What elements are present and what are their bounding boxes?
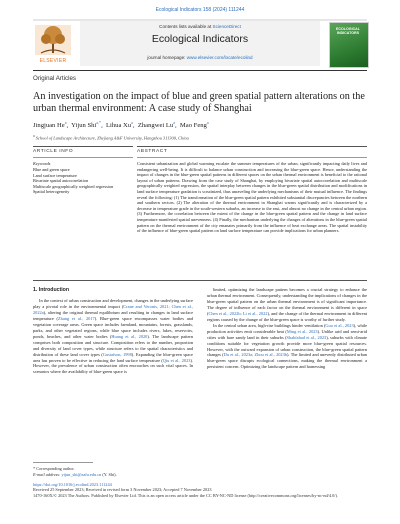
author-name[interactable]: Zhangwei Lu [137,122,174,130]
body-text: ), suburbs with climate conditions suitable for vegetation growth provide more blue-green spatial resources. However, with the outward expansion of urban construction, the blue-green spatial pattern changes ( [207,334,367,358]
elsevier-wordmark: ELSEVIER [39,58,67,64]
body-text: In the context of urban construction and development, changes in the underlying surface play a pivotal role in the environmental impact ( [33,298,193,309]
citation-link[interactable]: Qiu et al., 2023 [162,357,191,363]
body-text: In the central urban area, high-rise buildings hinder ventilation ( [213,322,326,328]
author-name[interactable]: Yijun Shi [71,122,97,130]
body-text: ). However, the prevalence of urban construction often encroaches on such vital spaces. In scenarios where the availability of blue-green space is [33,357,193,375]
article-title: An investigation on the impact of blue and green spatial pattern alterations on the urban thermal environment: A case study of Shanghai [33,91,365,115]
body-column-left [33,298,193,375]
author-list: Jingjuan He$^a$, Yijun Shi$^{a,*}$, Lihua Xu$^a$, Zhangwei Lu$^a$, Mao Feng$^a$ [33,120,209,130]
journal-title: Ecological Indicators [151,33,249,45]
author-affiliation-mark[interactable]: a,* [96,120,102,125]
citation-link[interactable]: Guo et al., 2023 [325,322,354,328]
body-paragraph [207,287,367,323]
author-affiliation-mark[interactable]: a [131,120,133,125]
email-suffix: (Y. Shi). [101,471,117,477]
keyword: Multiscale geographically weighted regression [33,183,114,189]
keyword: Spatial heterogeneity [33,189,70,195]
citation-link[interactable]: Chen et al., 2022b; Li et al., 2022 [208,310,268,316]
citation-link[interactable]: Gustafson, 1998 [102,351,132,357]
author-name[interactable]: Lihua Xu [106,122,132,130]
affiliation [33,134,189,140]
citation-link[interactable]: Du et al., 2023a; Zhou et al., 2023b [223,352,287,358]
contents-line [80,24,320,29]
homepage-prefix: journal homepage: [147,55,187,60]
license-text: 1470-160X/© 2023 The Authors. Published by Elsevier Ltd. This is an open access article under the CC BY-NC-ND license (http://creativecommons.org/licenses/by-nc-nd/4.0/). [33,493,338,499]
journal-cover-title: ECOLOGICAL INDICATORS [336,27,360,35]
introduction-heading: 1. Introduction [33,287,70,293]
author-affiliation-mark[interactable]: a [173,120,175,125]
body-text: ), altering the original thermal equilibrium and resulting in changes in land surface temperature ( [33,309,193,321]
body-text: ). Expanding the blue-green space area has proven to be effective in reducing the land surface temperature ( [33,351,193,363]
body-paragraph [33,298,193,375]
abstract-text: Consistent urbanization and global warming escalate the summer temperatures of the urban, significantly impacting daily lives and endangering well-being. It is difficult to balance urban construction and increasing the blue-green space. Hence, understanding the impact of changes in the blue-green spatial patterns in different spaces on the urban thermal environment is beneficial to the rational layout of urban patterns. Drawing from the case study of Shanghai, by employing bivariate spatial autocorrelation and multiscale geographically weighted regression, the spatial interplay between changes in the blue-green spatial distribution and modifications in land surface temperature gradation is scrutinized, thus unraveling the underlying mechanisms of their mutual influence. The findings reveal the following: (1) The transformation of the blue-green spatial pattern exhibited substantial discrepancies between the northern and southern sectors. (2) The alteration of the thermal environment in Shanghai warms significantly and is characterized by a decrease in temperature grade in the south-western suburbs, an increase to the east, and almost no change in the central urban region. (3) Furthermore, the correlation between the extent of the change in the blue-green spatial pattern and the change in land surface temperature manifested spatial unevenness. (4) Finally, the mechanism underlying the changes of alterations in the blue-green spatial pattern on the thermal environment of the city emanates primarily from the influence of heat exchange areas. The spatial instability of the influence of blue-green spatial pattern on land surface temperature can provide implications for urban planners. [137,161,367,234]
masthead-divider [33,70,367,71]
abstract-rule [137,146,367,147]
body-column-right [207,287,367,370]
body-text: ), while production activities emit considerable heat ( [207,322,368,334]
footnote-rule [33,462,93,463]
keyword-list [33,167,133,195]
keyword: Blue and green space [33,167,70,172]
affiliation-text: School of Landscape Architecture, Zhejiang A&F University, Hangzhou 311300, China [35,135,189,141]
citation-link[interactable]: Zhang et al., 2017 [58,315,95,321]
sciencedirect-link[interactable]: ScienceDirect [212,24,241,29]
footnote-block [33,466,367,499]
body-text: ). The landscape pattern comprises both composition and structure. Composition refers to the number, proportion and diversity of land cover types, while structure refers to the spatial characteristics and distribution of these land cover types ( [33,333,193,357]
elsevier-tree-logo [33,23,73,57]
keywords-label: Keywords [33,161,51,166]
email-link[interactable]: yijun_shi@zafu.edu.cn [61,471,102,477]
journal-citation[interactable]: Ecological Indicators 158 (2024) 111244 [155,7,245,13]
body-text: ). Unlike arid and semi-arid cities with bare sandy land in their suburbs ( [207,328,367,340]
body-text: limited, optimizing the landscape pattern becomes a crucial strategy to enhance the urban thermal environment. Consequently, understanding the implications of changes in the blue-green spatial pattern on the urban thermal environment is of significant importance. The degree of influence of each factor on the thermal environment is different in space ( [207,287,367,316]
author-affiliation-mark[interactable]: a [64,120,67,125]
received-dates: Received 25 September 2023; Received in revised form 3 November 2023; Accepted 7 November 2023 [33,487,212,493]
keyword: Bivariate spatial autocorrelation [33,178,89,184]
body-paragraph [207,323,367,371]
article-type: Original Articles [33,75,76,82]
email-label: E-mail address: [33,471,62,477]
corresponding-author-note: * Corresponding author. [33,466,75,471]
homepage-line [80,55,320,60]
author-name[interactable]: Jingjuan He [33,122,65,130]
author-name[interactable]: Mao Feng [179,122,207,130]
keyword: Land surface temperature [33,172,77,178]
citation-link[interactable]: Shahfahad et al., 2023 [286,334,327,340]
abstract-heading: ABSTRACT [137,149,168,154]
citation-link[interactable]: Crane and Veronis, 2021; Chen et al., 2022a [33,303,193,315]
citation-link[interactable]: Ming et al., 2023 [286,328,318,334]
body-text: ). Blue-green space encompasses water bodies and vegetation coverage areas. Green space includes farmland, mountains, forests, grasslands, parks, and other vegetated regions, while blue space includes rivers, lakes, reservoirs, ponds, beaches, and other water bodies ( [33,315,194,339]
contents-prefix: Contents lists available at [159,24,213,29]
author-affiliation-mark[interactable]: a [206,120,209,125]
citation-link[interactable]: Huang et al., 2020 [111,333,148,339]
article-info-heading: ARTICLE INFO [33,149,74,154]
doi-link[interactable]: https://doi.org/10.1016/j.ecolind.2023.111244 [33,481,112,487]
body-text: ), and the change of the thermal environment in different regions caused by the change of the blue-green space is worthy of further study. [207,310,367,322]
affiliation-mark: a [33,134,35,138]
body-text: ). The limited and unevenly distributed urban blue-green space disrupts ecological connections, making the thermal environment a persistent concern. Optimizing the landscape pattern and harnessing [207,352,367,370]
article-info-rule [33,146,133,147]
homepage-link[interactable]: www.elsevier.com/locate/ecolind [186,55,253,60]
body-divider [33,280,367,281]
